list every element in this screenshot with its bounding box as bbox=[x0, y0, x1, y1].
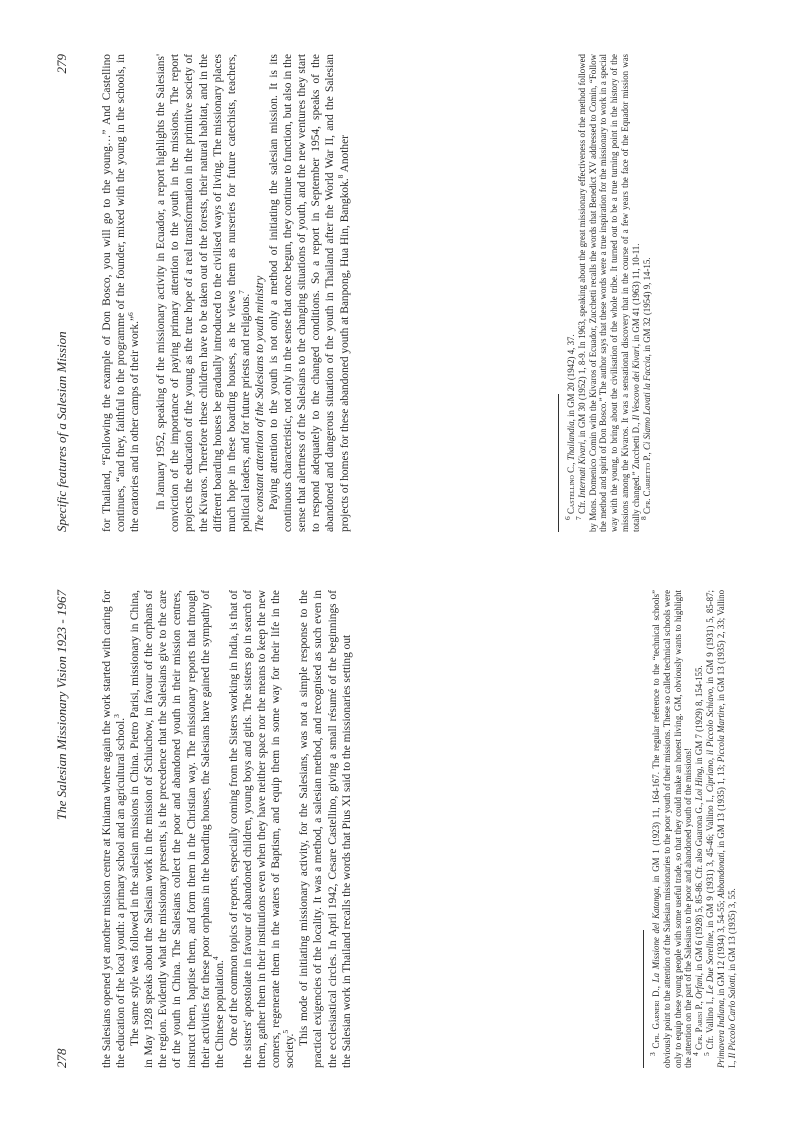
footnote-ref: 5 bbox=[281, 1029, 291, 1034]
footnote-rule bbox=[643, 930, 644, 1068]
page-header bbox=[54, 590, 72, 1068]
footnote: $^3$ Cfr. Garneri D., La Missione del Katanga, in GM 1 (1923) 11, 164-167. The regular reference to the “technical schools” obviously point to the attention of the Salesian missionaries to the poor youth of their missions. These so called technical schools were only to equip these young people with some useful trade, so that they could make an honest living. GM, obviously wants to highlight the attention on the part of the Salesians to the poor and abandoned youth of the missions! bbox=[648, 589, 694, 1068]
page-278 bbox=[54, 590, 780, 1068]
paragraph: for Thailand, “Following the example of Don Bosco, you will go to the young…” And Castellino continues, “and they, faithful to the programme of the founder, mixed with the young in the schools, in the oratories and in other camps of their work.”$^6$ bbox=[101, 54, 142, 532]
page-number: 278 bbox=[54, 1048, 69, 1068]
footnote: $^8$ Cfr. Carretto P., Ci Siamo Lavati la Faccia, in GM 32 (1954) 9, 14-15. bbox=[638, 257, 652, 520]
footnote-ref: 3 bbox=[112, 714, 122, 718]
footnote: $^7$ Cfr. Internati Kivari, in GM 30 (1952) 1, 8-9. In 1963, speaking about the great missionary effectiveness of the method followed by Mons. Domenico Comin with the Kivaros of Ecuador, Zucchetti recalls the words that Benedict XV addressed to Comin, “Follow the method and spirit of Don Bosco.” The author says that these words were a true inspiration for the missionary to work in a special way with the young, to bring about the civilisation of the whole tribe. It turned out to be a true turning point in the history of the missions among the Kivaros. It was a sensational discovery that in the course of a few years the face of the Equador mission was totally changed.” Zucchetti D., Il Vescovo dei Kivari, in GM 41 (1963) 11, 10-11. bbox=[573, 54, 641, 532]
footnote-ref: 8 bbox=[335, 174, 345, 179]
body-text bbox=[100, 590, 354, 1068]
footnote-ref: 7 bbox=[237, 290, 247, 294]
footnote: $^5$ Cfr. Vallino I., Le Due Sorelline, in GM 9 (1931) 3, 45-46; Vallino I., Cipriano, il Piccolo Schiavo, in GM 9 (1931) 5, 85-87; Primavera Indiana, in GM 12 (1934) 3, 54-55; Abbandonati, in GM 13 (1935) 1, 13; Piccola Martire, in GM 13 (1935) 2, 33; Vallino I., Il Piccolo Carlo Salotti, in GM 13 (1935) 3, 55. bbox=[702, 589, 737, 1068]
page-279 bbox=[54, 54, 780, 532]
running-title: Specific features of a Salesian Mission bbox=[54, 331, 69, 532]
section-subheading: The constant attention of the Salesians to youth ministry bbox=[253, 275, 266, 532]
footnotes bbox=[648, 589, 737, 1068]
paragraph: the Salesians opened yet another mission centre at Kiniama where again the work started with caring for the education of the local youth: a primary school and an agricultural school.$^3$ bbox=[101, 590, 128, 1068]
body-text bbox=[100, 54, 352, 532]
footnotes bbox=[563, 54, 652, 532]
footnote: $^6$ Castellino C., Thailandia, in GM 20 (1942) 4, 37. bbox=[563, 334, 576, 520]
page-number: 279 bbox=[54, 54, 69, 74]
footnote-ref: 6 bbox=[126, 312, 136, 316]
footnote: $^4$ Cfr. Parisi P., Orfani, in GM 6 (1928) 5, 85-86. Cfr. also Guarona G., Loi Hing, in GM 7 (1929) 8, 154-155. bbox=[691, 665, 705, 1056]
paragraph: This mode of initiating missionary activity, for the Salesians, was not a simple response to the practical exigencies of the locality. It was a method, a salesian method, and recognised as such even in the ecclesiastical circles. In April 1942, Cesare Castellino, giving a small résumé of the beginnings of the Salesian work in Thailand recalls the words that Pius XI said to the missionaries setting out bbox=[298, 590, 353, 1068]
running-title: The Salesian Missionary Vision 1923 - 1967 bbox=[54, 590, 69, 821]
paragraph: In January 1952, speaking of the missionary activity in Ecuador, a report highlights the Salesians' conviction of the importance of paying primary attention to the youth in the missions. The report projects the education of the young as the true hope of a real transformation in the primitive society of the Kivaros. Therefore these children have to be taken out of the forests, their natural habitat, and in the different boarding houses be gradually introduced to the civilised ways of living. The missionary places much hope in these boarding houses, as he views them as nurseries for future catechists, teachers, political leaders, and for future priests and religious.$^7$ bbox=[155, 54, 252, 532]
paragraph: Paying attention to the youth is not only a method of initiating the salesian mission. It is its continuous characteristic, not only in the sense that once begun, they continue to function, but also in the sense that alertness of the Salesians to the changing situations of youth, and the new ventures they start to respond adequately to the changed conditions. So a report in September 1954, speaks of the abandoned and dangerous situation of the youth in Thailand after the World War II, and the Salesian projects of homes for these abandoned youth at Banpong, Hua Hin, Bangkok.$^8$ Another bbox=[268, 54, 351, 532]
paragraph: One of the common topics of reports, especially coming from the Sisters working in India, is that of the sisters' apostolate in favour of abandoned children, young boys and girls. The sisters go in search of them, gather them in their institutions even when they have neither space nor the means to keep the new comers, regenerate them in the waters of Baptism, and equip them in some way for their life in the society.$^5$ bbox=[227, 590, 297, 1068]
footnote-rule bbox=[558, 394, 559, 532]
footnote-ref: 4 bbox=[210, 956, 220, 961]
book-spread bbox=[54, 54, 780, 1068]
page-header bbox=[54, 54, 72, 532]
paragraph: The same style was followed in the salesian missions in China. Pietro Parisi, missionary in China, in May 1928 speaks about the Salesian work in the mission of Schiuchow, in favour of the orphans of the region. Evidently what the missionary presents, is the precedence that the Salesians give to the care of the youth in China. The Salesians collect the poor and abandoned youth in their mission centres, instruct them, baptise them, and form them in the Christian way. The missionary reports that through their activities for these poor orphans in the boarding houses, the Salesians have gained the sympathy of the Chinese population.$^4$ bbox=[129, 590, 226, 1068]
